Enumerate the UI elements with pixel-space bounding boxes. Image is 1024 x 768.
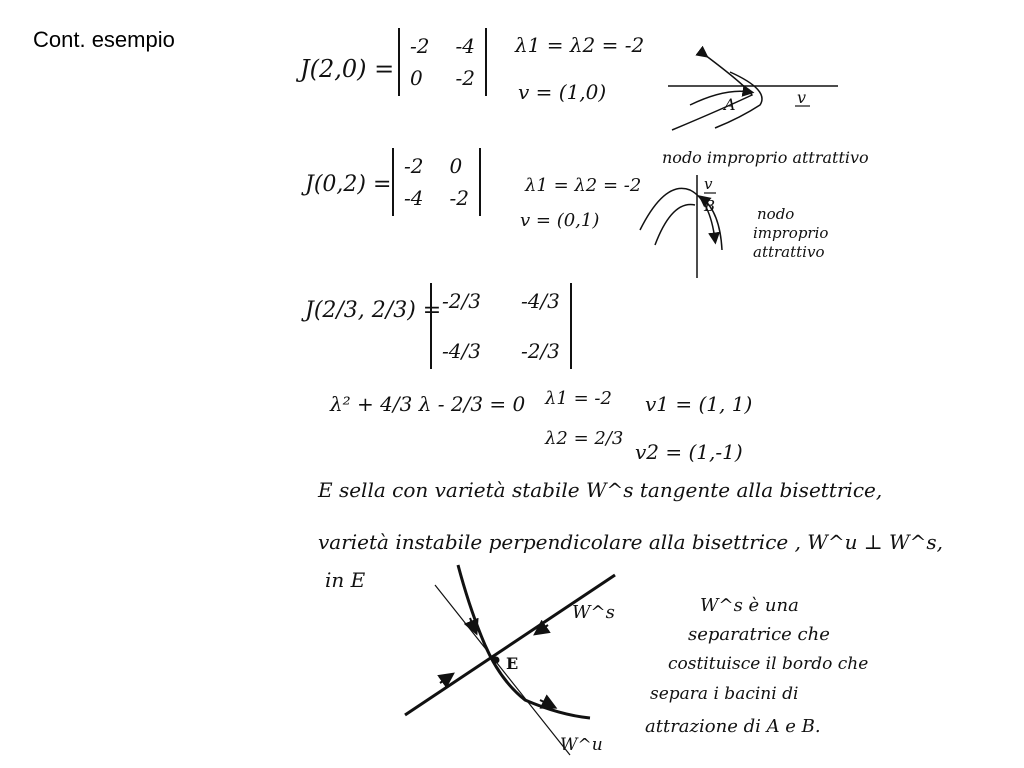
stable-manifold-label: W^s xyxy=(572,602,615,623)
note-line3: costituisce il bordo che xyxy=(668,654,869,674)
jacobian-label-3: J(2/3, 2/3) = xyxy=(305,298,442,323)
saddle-text-line2: varietà instabile perpendicolare alla bisettrice , W^u ⊥ W^s, xyxy=(318,530,943,554)
matrix2-cell: -2 xyxy=(449,186,469,210)
saddle-point-E xyxy=(493,657,500,664)
matrix3-cell: -2/3 xyxy=(520,339,560,363)
note-line2: separatrice che xyxy=(688,624,830,645)
eigenvalue-3-1: λ1 = -2 xyxy=(545,388,612,409)
point-label-a: A xyxy=(724,95,736,114)
eigenvalues-2: λ1 = λ2 = -2 xyxy=(525,175,642,196)
note-line4: separa i bacini di xyxy=(650,684,799,704)
matrix2-cell: -4 xyxy=(404,186,424,210)
caption-b-line3: attrattivo xyxy=(753,243,825,261)
stable-manifold xyxy=(405,575,615,715)
saddle-text-line1: E sella con varietà stabile W^s tangente alla bisettrice, xyxy=(318,478,883,502)
note-line5: attrazione di A e B. xyxy=(645,716,821,737)
matrix3-cell: -4/3 xyxy=(520,289,560,313)
eigenvector-2: v = (0,1) xyxy=(520,210,600,231)
jacobian-label-2: J(0,2) = xyxy=(305,172,392,197)
point-label-b: B xyxy=(704,197,716,215)
jacobian-label-1: J(2,0) = xyxy=(300,55,395,83)
slide-title: Cont. esempio xyxy=(33,27,175,52)
caption-b-line1: nodo xyxy=(757,205,795,223)
eigenvector-3-1: v1 = (1, 1) xyxy=(645,392,753,416)
portrait-a-trajectory xyxy=(690,91,750,105)
eigenvalues-1: λ1 = λ2 = -2 xyxy=(515,33,645,57)
bisector-line xyxy=(435,585,570,755)
matrix1-cell: -2 xyxy=(455,66,475,90)
stable-arrow xyxy=(440,676,450,683)
portrait-a-trajectory xyxy=(715,72,762,128)
unstable-manifold-label: W^u xyxy=(560,735,603,755)
caption-a: nodo improprio attrattivo xyxy=(662,148,869,167)
portrait-a-trajectory xyxy=(672,55,752,130)
axis-label-b: v xyxy=(704,175,713,193)
matrix1-cell: -4 xyxy=(455,34,475,58)
axis-label-a: v xyxy=(797,88,807,107)
point-label-e: E xyxy=(506,654,519,673)
unstable-manifold xyxy=(458,565,590,718)
phase-portrait-A xyxy=(668,55,838,130)
matrix2-cell: 0 xyxy=(449,154,463,178)
matrix3-cell: -2/3 xyxy=(442,289,481,313)
portrait-b-trajectory xyxy=(655,205,695,246)
eigenvector-3-2: v2 = (1,-1) xyxy=(635,440,743,464)
eigenvector-1: v = (1,0) xyxy=(518,80,607,104)
matrix3-cell: -4/3 xyxy=(442,339,481,363)
note-line1: W^s è una xyxy=(700,595,799,616)
matrix1-cell: -2 xyxy=(410,34,430,58)
matrix1-cell: 0 xyxy=(410,66,423,90)
caption-b-line2: improprio xyxy=(753,224,829,242)
characteristic-equation: λ² + 4/3 λ - 2/3 = 0 xyxy=(330,392,526,416)
eigenvalue-3-2: λ2 = 2/3 xyxy=(545,428,624,449)
saddle-text-line3: in E xyxy=(325,568,366,592)
matrix2-cell: -2 xyxy=(404,154,424,178)
